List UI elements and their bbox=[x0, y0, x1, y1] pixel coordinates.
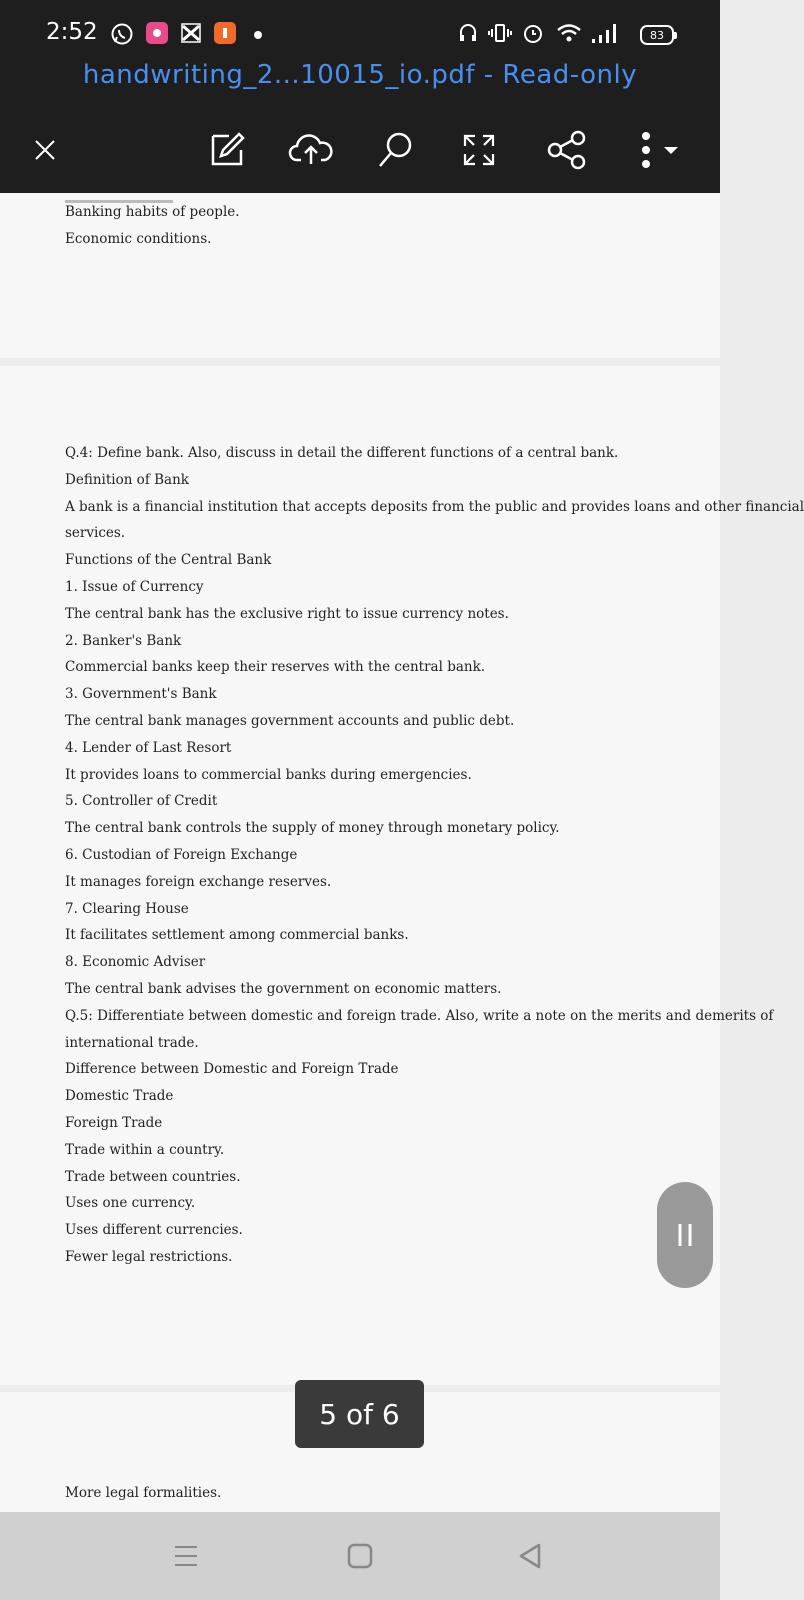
text-line: The central bank advises the government on economic matters. bbox=[65, 981, 502, 997]
battery-indicator: 83 bbox=[640, 25, 674, 45]
close-icon[interactable] bbox=[24, 118, 66, 182]
text-line: Uses different currencies. bbox=[65, 1222, 243, 1239]
document-page-current bbox=[0, 366, 804, 1385]
document-page-previous bbox=[0, 193, 720, 358]
app-icon-pink bbox=[146, 22, 168, 44]
text-line: The central bank has the exclusive right to issue currency notes. bbox=[65, 605, 509, 622]
text-line: More legal formalities. bbox=[65, 1485, 222, 1501]
text-line: It manages foreign exchange reserves. bbox=[65, 873, 332, 890]
text-line: It facilitates settlement among commercial banks. bbox=[65, 927, 409, 944]
top-bar bbox=[0, 0, 720, 193]
text-line: A bank is a financial institution that accepts deposits from the public and provides loans and other financial bbox=[65, 498, 804, 515]
status-bar bbox=[0, 0, 720, 64]
text-line: services. bbox=[65, 525, 126, 542]
text-line: Trade between countries. bbox=[65, 1168, 241, 1185]
home-icon[interactable] bbox=[320, 1512, 400, 1600]
text-line: 5. Controller of Credit bbox=[65, 793, 218, 810]
text-line: 6. Custodian of Foreign Exchange bbox=[65, 847, 298, 863]
toolbar bbox=[0, 118, 720, 182]
text-line: It provides loans to commercial banks during emergencies. bbox=[65, 766, 472, 783]
more-icon[interactable] bbox=[628, 118, 690, 182]
edit-icon[interactable] bbox=[202, 118, 252, 182]
status-time: 2:52 bbox=[46, 19, 98, 45]
text-line: Uses one currency. bbox=[65, 1195, 196, 1212]
search-icon[interactable] bbox=[370, 118, 420, 182]
app-icon-orange bbox=[214, 22, 236, 44]
text-line: Commercial banks keep their reserves with the central bank. bbox=[65, 659, 486, 676]
text-line: 8. Economic Adviser bbox=[65, 954, 206, 971]
app-icon-x bbox=[180, 22, 202, 44]
text-line: 3. Government's Bank bbox=[65, 686, 217, 703]
clipped-line bbox=[65, 193, 175, 199]
text-line: Q.5: Differentiate between domestic and foreign trade. Also, write a note on the merits and demerits of bbox=[65, 1007, 774, 1024]
text-line: Foreign Trade bbox=[65, 1115, 163, 1131]
vibrate-icon bbox=[488, 22, 512, 44]
text-line: 7. Clearing House bbox=[65, 900, 189, 917]
page-indicator: 5 of 6 bbox=[295, 1380, 424, 1448]
text-line: Fewer legal restrictions. bbox=[65, 1249, 233, 1265]
text-line: Functions of the Central Bank bbox=[65, 552, 272, 569]
text-line: Domestic Trade bbox=[65, 1088, 174, 1105]
text-line: 2. Banker's Bank bbox=[65, 632, 182, 649]
text-line: international trade. bbox=[65, 1034, 199, 1051]
text-line: 1. Issue of Currency bbox=[65, 579, 204, 595]
document-title: handwriting_2...10015_io.pdf - Read-only bbox=[82, 60, 638, 90]
notification-dot-icon bbox=[253, 30, 263, 40]
text-line: Definition of Bank bbox=[65, 471, 189, 488]
text-line: Q.4: Define bank. Also, discuss in detail the different functions of a central bank. bbox=[65, 445, 619, 461]
text-line: 4. Lender of Last Resort bbox=[65, 739, 232, 756]
cloud-upload-icon[interactable] bbox=[285, 118, 337, 182]
text-line: The central bank controls the supply of money through monetary policy. bbox=[65, 820, 560, 837]
share-icon[interactable] bbox=[544, 118, 590, 182]
signal-icon bbox=[590, 22, 620, 44]
text-line: Difference between Domestic and Foreign Trade bbox=[65, 1061, 399, 1078]
whatsapp-icon bbox=[110, 22, 134, 46]
text-line: Economic conditions. bbox=[65, 231, 212, 247]
back-icon[interactable] bbox=[490, 1512, 570, 1600]
navigation-bar bbox=[0, 1512, 720, 1600]
recents-icon[interactable] bbox=[146, 1512, 226, 1600]
text-line: Trade within a country. bbox=[65, 1141, 225, 1158]
wifi-icon bbox=[556, 22, 582, 44]
text-line: Banking habits of people. bbox=[65, 204, 240, 220]
fullscreen-icon[interactable] bbox=[456, 118, 502, 182]
alarm-icon bbox=[522, 22, 544, 44]
fast-scroll-handle[interactable] bbox=[657, 1182, 713, 1288]
text-line: The central bank manages government accounts and public debt. bbox=[65, 713, 515, 729]
headphones-icon bbox=[458, 22, 478, 44]
